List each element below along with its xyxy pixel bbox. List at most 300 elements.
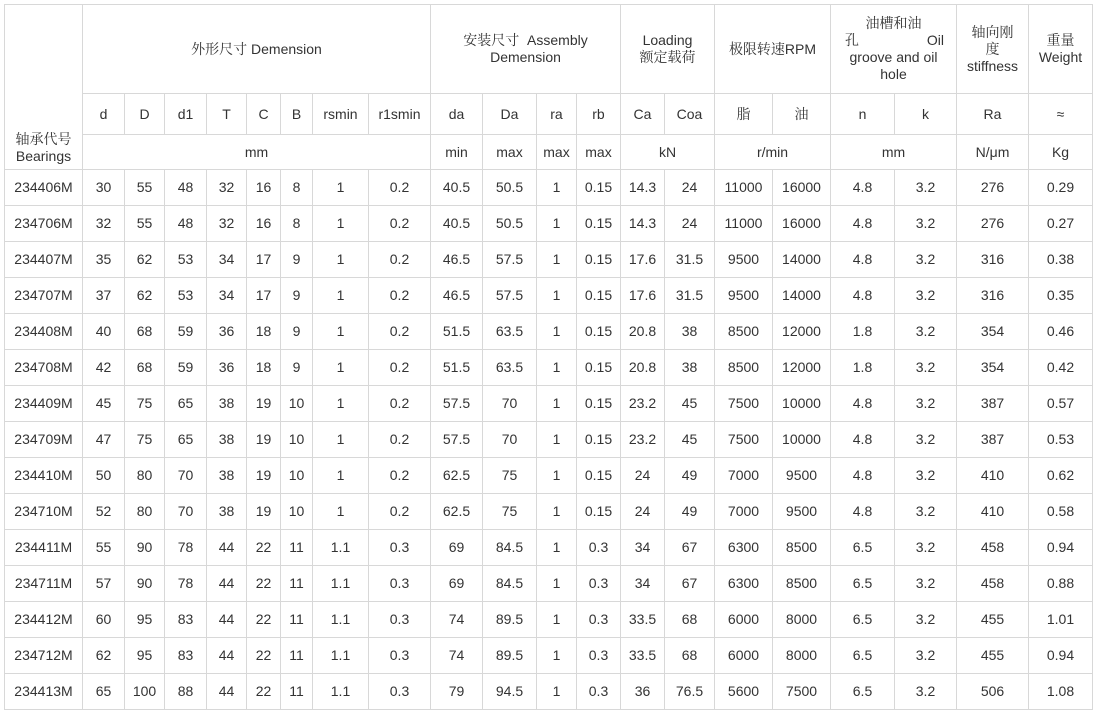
cell-C: 18 (247, 314, 281, 350)
cell-D: 100 (125, 674, 165, 710)
cell-D: 68 (125, 314, 165, 350)
cell-weight: 0.58 (1029, 494, 1093, 530)
cell-T: 38 (207, 458, 247, 494)
cell-C: 18 (247, 350, 281, 386)
cell-Da: 94.5 (483, 674, 537, 710)
cell-Coa: 38 (665, 350, 715, 386)
cell-n: 4.8 (831, 242, 895, 278)
cell-ra: 1 (537, 350, 577, 386)
cell-Coa: 68 (665, 638, 715, 674)
cell-D: 75 (125, 386, 165, 422)
cell-ra: 1 (537, 494, 577, 530)
cell-bearing-code: 234410M (5, 458, 83, 494)
cell-weight: 0.62 (1029, 458, 1093, 494)
cell-oil-speed: 8500 (773, 530, 831, 566)
cell-B: 11 (281, 566, 313, 602)
cell-r1smin: 0.3 (369, 638, 431, 674)
table-row (5, 422, 1093, 458)
dimension-group-header: 外形尺寸 Demension (83, 5, 431, 94)
cell-n: 4.8 (831, 494, 895, 530)
cell-D: 80 (125, 458, 165, 494)
cell-oil-speed: 14000 (773, 242, 831, 278)
cell-d: 50 (83, 458, 125, 494)
cell-n: 1.8 (831, 314, 895, 350)
cell-T: 32 (207, 206, 247, 242)
cell-grease-speed: 6300 (715, 566, 773, 602)
cell-oil-speed: 9500 (773, 458, 831, 494)
assembly-header-cn: 安装尺寸 (463, 32, 520, 48)
cell-n: 6.5 (831, 674, 895, 710)
col-header-d1: d1 (165, 94, 207, 135)
cell-grease-speed: 6000 (715, 638, 773, 674)
cell-Coa: 68 (665, 602, 715, 638)
col-header-grease: 脂 (715, 94, 773, 135)
cell-d: 40 (83, 314, 125, 350)
stiff-header-line3: stiffness (966, 57, 1019, 74)
cell-T: 38 (207, 494, 247, 530)
cell-bearing-code: 234707M (5, 278, 83, 314)
cell-C: 22 (247, 530, 281, 566)
cell-rsmin: 1.1 (313, 566, 369, 602)
cell-oil-speed: 7500 (773, 674, 831, 710)
cell-Ca: 23.2 (621, 422, 665, 458)
cell-T: 44 (207, 602, 247, 638)
cell-k: 3.2 (895, 170, 957, 206)
table-row (5, 458, 1093, 494)
cell-Ra: 354 (957, 314, 1029, 350)
cell-k: 3.2 (895, 638, 957, 674)
cell-B: 10 (281, 494, 313, 530)
cell-B: 9 (281, 278, 313, 314)
table-row (5, 314, 1093, 350)
cell-rb: 0.3 (577, 674, 621, 710)
cell-Coa: 49 (665, 458, 715, 494)
cell-d1: 65 (165, 386, 207, 422)
assembly-group-header (431, 5, 621, 94)
cell-B: 8 (281, 206, 313, 242)
cell-rsmin: 1 (313, 422, 369, 458)
cell-B: 10 (281, 458, 313, 494)
cell-ra: 1 (537, 638, 577, 674)
cell-rb: 0.15 (577, 386, 621, 422)
cell-oil-speed: 8000 (773, 602, 831, 638)
cell-weight: 1.01 (1029, 602, 1093, 638)
cell-rb: 0.15 (577, 458, 621, 494)
cell-ra: 1 (537, 242, 577, 278)
cell-Coa: 24 (665, 206, 715, 242)
cell-ra: 1 (537, 458, 577, 494)
cell-grease-speed: 8500 (715, 314, 773, 350)
cell-B: 11 (281, 638, 313, 674)
cell-da: 69 (431, 566, 483, 602)
cell-r1smin: 0.2 (369, 206, 431, 242)
col-header-d: d (83, 94, 125, 135)
cell-n: 4.8 (831, 278, 895, 314)
cell-weight: 0.88 (1029, 566, 1093, 602)
table-row (5, 170, 1093, 206)
unit-max-da: max (483, 135, 537, 170)
cell-ra: 1 (537, 386, 577, 422)
cell-T: 36 (207, 350, 247, 386)
cell-Da: 89.5 (483, 638, 537, 674)
cell-k: 3.2 (895, 422, 957, 458)
cell-d: 30 (83, 170, 125, 206)
cell-da: 40.5 (431, 170, 483, 206)
speed-group-header: 极限转速RPM (715, 5, 831, 94)
cell-r1smin: 0.3 (369, 566, 431, 602)
cell-weight: 1.08 (1029, 674, 1093, 710)
cell-Ra: 458 (957, 530, 1029, 566)
bearings-header-cell (5, 5, 83, 170)
cell-D: 68 (125, 350, 165, 386)
cell-oil-speed: 8000 (773, 638, 831, 674)
cell-Ra: 387 (957, 386, 1029, 422)
col-header-rsmin: rsmin (313, 94, 369, 135)
cell-bearing-code: 234411M (5, 530, 83, 566)
cell-d1: 83 (165, 602, 207, 638)
table-row (5, 494, 1093, 530)
cell-d: 55 (83, 530, 125, 566)
cell-weight: 0.57 (1029, 386, 1093, 422)
cell-D: 55 (125, 170, 165, 206)
col-header-n: n (831, 94, 895, 135)
cell-da: 57.5 (431, 386, 483, 422)
col-header-ra: ra (537, 94, 577, 135)
cell-k: 3.2 (895, 350, 957, 386)
col-header-C: C (247, 94, 281, 135)
cell-Ra: 316 (957, 278, 1029, 314)
cell-Ca: 24 (621, 458, 665, 494)
cell-d: 47 (83, 422, 125, 458)
cell-ra: 1 (537, 422, 577, 458)
cell-k: 3.2 (895, 674, 957, 710)
header-row-columns (5, 94, 1093, 135)
cell-weight: 0.53 (1029, 422, 1093, 458)
cell-B: 11 (281, 602, 313, 638)
cell-Da: 57.5 (483, 242, 537, 278)
cell-weight: 0.27 (1029, 206, 1093, 242)
cell-Coa: 76.5 (665, 674, 715, 710)
cell-da: 74 (431, 602, 483, 638)
cell-B: 8 (281, 170, 313, 206)
cell-rsmin: 1 (313, 386, 369, 422)
cell-grease-speed: 11000 (715, 206, 773, 242)
cell-d1: 48 (165, 206, 207, 242)
cell-d: 42 (83, 350, 125, 386)
cell-ra: 1 (537, 278, 577, 314)
cell-weight: 0.46 (1029, 314, 1093, 350)
cell-rsmin: 1.1 (313, 602, 369, 638)
unit-stiffness: N/μm (957, 135, 1029, 170)
cell-rb: 0.15 (577, 170, 621, 206)
oil-header-line2b: Oil (926, 32, 944, 48)
cell-bearing-code: 234413M (5, 674, 83, 710)
cell-C: 17 (247, 242, 281, 278)
cell-weight: 0.38 (1029, 242, 1093, 278)
col-header-Ca: Ca (621, 94, 665, 135)
cell-oil-speed: 9500 (773, 494, 831, 530)
cell-bearing-code: 234407M (5, 242, 83, 278)
bearings-header-en: Bearings (15, 148, 72, 164)
cell-n: 4.8 (831, 206, 895, 242)
cell-da: 40.5 (431, 206, 483, 242)
cell-k: 3.2 (895, 242, 957, 278)
cell-Ra: 410 (957, 458, 1029, 494)
cell-oil-speed: 16000 (773, 206, 831, 242)
cell-rsmin: 1 (313, 170, 369, 206)
cell-d: 62 (83, 638, 125, 674)
cell-n: 6.5 (831, 602, 895, 638)
cell-T: 32 (207, 170, 247, 206)
table-row (5, 386, 1093, 422)
cell-Da: 57.5 (483, 278, 537, 314)
weight-header-en: Weight (1038, 49, 1083, 65)
cell-B: 9 (281, 350, 313, 386)
cell-d: 57 (83, 566, 125, 602)
cell-T: 44 (207, 530, 247, 566)
cell-d1: 53 (165, 242, 207, 278)
col-header-Coa: Coa (665, 94, 715, 135)
cell-C: 19 (247, 458, 281, 494)
cell-r1smin: 0.2 (369, 314, 431, 350)
table-row (5, 278, 1093, 314)
cell-bearing-code: 234408M (5, 314, 83, 350)
col-header-k: k (895, 94, 957, 135)
bearings-header-cn: 轴承代号 (15, 131, 72, 147)
cell-n: 1.8 (831, 350, 895, 386)
col-header-r1smin: r1smin (369, 94, 431, 135)
cell-B: 11 (281, 674, 313, 710)
cell-Coa: 31.5 (665, 278, 715, 314)
unit-min: min (431, 135, 483, 170)
cell-Coa: 45 (665, 386, 715, 422)
cell-Da: 84.5 (483, 566, 537, 602)
cell-Ca: 33.5 (621, 602, 665, 638)
cell-da: 46.5 (431, 242, 483, 278)
cell-r1smin: 0.2 (369, 458, 431, 494)
loading-header-en: Loading (642, 32, 693, 48)
cell-Da: 50.5 (483, 170, 537, 206)
unit-mm-oil: mm (831, 135, 957, 170)
unit-mm: mm (83, 135, 431, 170)
cell-Ca: 17.6 (621, 278, 665, 314)
cell-n: 4.8 (831, 458, 895, 494)
cell-Ca: 36 (621, 674, 665, 710)
cell-Ca: 34 (621, 530, 665, 566)
cell-T: 38 (207, 422, 247, 458)
cell-rsmin: 1.1 (313, 674, 369, 710)
cell-Ra: 387 (957, 422, 1029, 458)
unit-max-ra: max (537, 135, 577, 170)
cell-bearing-code: 234706M (5, 206, 83, 242)
loading-group-header (621, 5, 715, 94)
cell-B: 10 (281, 386, 313, 422)
cell-rb: 0.15 (577, 350, 621, 386)
cell-Coa: 49 (665, 494, 715, 530)
assembly-header-en: Assembly (527, 32, 588, 48)
cell-d1: 65 (165, 422, 207, 458)
cell-C: 16 (247, 206, 281, 242)
cell-r1smin: 0.2 (369, 386, 431, 422)
cell-Ca: 14.3 (621, 170, 665, 206)
cell-da: 57.5 (431, 422, 483, 458)
cell-rb: 0.15 (577, 314, 621, 350)
cell-rsmin: 1 (313, 458, 369, 494)
cell-r1smin: 0.3 (369, 674, 431, 710)
assembly-header-en2: Demension (490, 49, 561, 65)
cell-rsmin: 1.1 (313, 638, 369, 674)
cell-bearing-code: 234712M (5, 638, 83, 674)
cell-oil-speed: 14000 (773, 278, 831, 314)
cell-bearing-code: 234406M (5, 170, 83, 206)
cell-da: 51.5 (431, 350, 483, 386)
cell-oil-speed: 10000 (773, 422, 831, 458)
cell-C: 22 (247, 602, 281, 638)
unit-kg: Kg (1029, 135, 1093, 170)
cell-Coa: 38 (665, 314, 715, 350)
cell-Ca: 17.6 (621, 242, 665, 278)
cell-k: 3.2 (895, 458, 957, 494)
cell-grease-speed: 7500 (715, 386, 773, 422)
cell-oil-speed: 10000 (773, 386, 831, 422)
cell-T: 34 (207, 278, 247, 314)
cell-rsmin: 1 (313, 278, 369, 314)
cell-C: 17 (247, 278, 281, 314)
cell-d1: 78 (165, 530, 207, 566)
cell-Ca: 23.2 (621, 386, 665, 422)
header-row-groups (5, 5, 1093, 94)
weight-header (1029, 5, 1093, 94)
cell-d: 45 (83, 386, 125, 422)
col-header-rb: rb (577, 94, 621, 135)
cell-rb: 0.15 (577, 242, 621, 278)
cell-C: 16 (247, 170, 281, 206)
cell-D: 55 (125, 206, 165, 242)
col-header-Ra: Ra (957, 94, 1029, 135)
cell-Ra: 506 (957, 674, 1029, 710)
cell-C: 22 (247, 566, 281, 602)
bearing-spec-table (4, 4, 1093, 710)
stiffness-header (957, 5, 1029, 94)
cell-grease-speed: 9500 (715, 242, 773, 278)
cell-C: 19 (247, 494, 281, 530)
cell-T: 44 (207, 638, 247, 674)
cell-grease-speed: 7500 (715, 422, 773, 458)
cell-d: 35 (83, 242, 125, 278)
cell-D: 95 (125, 602, 165, 638)
unit-max-rb: max (577, 135, 621, 170)
col-header-T: T (207, 94, 247, 135)
cell-rb: 0.15 (577, 422, 621, 458)
cell-n: 6.5 (831, 530, 895, 566)
cell-d: 37 (83, 278, 125, 314)
cell-bearing-code: 234409M (5, 386, 83, 422)
cell-Ra: 455 (957, 638, 1029, 674)
col-header-oil: 油 (773, 94, 831, 135)
cell-k: 3.2 (895, 494, 957, 530)
cell-Coa: 67 (665, 530, 715, 566)
cell-Ra: 276 (957, 170, 1029, 206)
cell-rsmin: 1 (313, 206, 369, 242)
cell-bearing-code: 234709M (5, 422, 83, 458)
unit-kn: kN (621, 135, 715, 170)
cell-bearing-code: 234708M (5, 350, 83, 386)
cell-k: 3.2 (895, 566, 957, 602)
cell-ra: 1 (537, 602, 577, 638)
cell-Ra: 276 (957, 206, 1029, 242)
cell-C: 22 (247, 674, 281, 710)
cell-B: 11 (281, 530, 313, 566)
cell-rsmin: 1.1 (313, 530, 369, 566)
cell-d1: 48 (165, 170, 207, 206)
cell-r1smin: 0.3 (369, 530, 431, 566)
cell-Ca: 34 (621, 566, 665, 602)
cell-k: 3.2 (895, 314, 957, 350)
cell-rb: 0.15 (577, 206, 621, 242)
cell-k: 3.2 (895, 530, 957, 566)
cell-weight: 0.35 (1029, 278, 1093, 314)
cell-D: 90 (125, 566, 165, 602)
cell-d1: 59 (165, 350, 207, 386)
cell-Da: 63.5 (483, 350, 537, 386)
table-row (5, 566, 1093, 602)
cell-T: 38 (207, 386, 247, 422)
cell-oil-speed: 8500 (773, 566, 831, 602)
cell-oil-speed: 16000 (773, 170, 831, 206)
cell-Ra: 316 (957, 242, 1029, 278)
cell-grease-speed: 5600 (715, 674, 773, 710)
cell-oil-speed: 12000 (773, 350, 831, 386)
cell-d1: 88 (165, 674, 207, 710)
cell-rb: 0.3 (577, 530, 621, 566)
cell-da: 69 (431, 530, 483, 566)
cell-grease-speed: 6300 (715, 530, 773, 566)
cell-bearing-code: 234412M (5, 602, 83, 638)
cell-ra: 1 (537, 170, 577, 206)
cell-ra: 1 (537, 530, 577, 566)
cell-da: 46.5 (431, 278, 483, 314)
cell-Ca: 14.3 (621, 206, 665, 242)
cell-D: 62 (125, 278, 165, 314)
cell-n: 4.8 (831, 422, 895, 458)
cell-ra: 1 (537, 674, 577, 710)
cell-D: 75 (125, 422, 165, 458)
cell-Da: 89.5 (483, 602, 537, 638)
oil-header-line1: 油槽和油 (865, 15, 922, 31)
cell-da: 62.5 (431, 494, 483, 530)
cell-da: 74 (431, 638, 483, 674)
cell-grease-speed: 8500 (715, 350, 773, 386)
cell-da: 62.5 (431, 458, 483, 494)
cell-n: 4.8 (831, 170, 895, 206)
cell-weight: 0.94 (1029, 530, 1093, 566)
cell-B: 9 (281, 242, 313, 278)
cell-da: 79 (431, 674, 483, 710)
cell-rb: 0.3 (577, 638, 621, 674)
cell-D: 95 (125, 638, 165, 674)
cell-d1: 83 (165, 638, 207, 674)
cell-d1: 70 (165, 494, 207, 530)
cell-d1: 53 (165, 278, 207, 314)
cell-rsmin: 1 (313, 314, 369, 350)
cell-grease-speed: 6000 (715, 602, 773, 638)
cell-C: 19 (247, 386, 281, 422)
cell-ra: 1 (537, 314, 577, 350)
oil-header-line4: hole (880, 66, 907, 82)
cell-Da: 63.5 (483, 314, 537, 350)
cell-Da: 50.5 (483, 206, 537, 242)
cell-rb: 0.3 (577, 566, 621, 602)
